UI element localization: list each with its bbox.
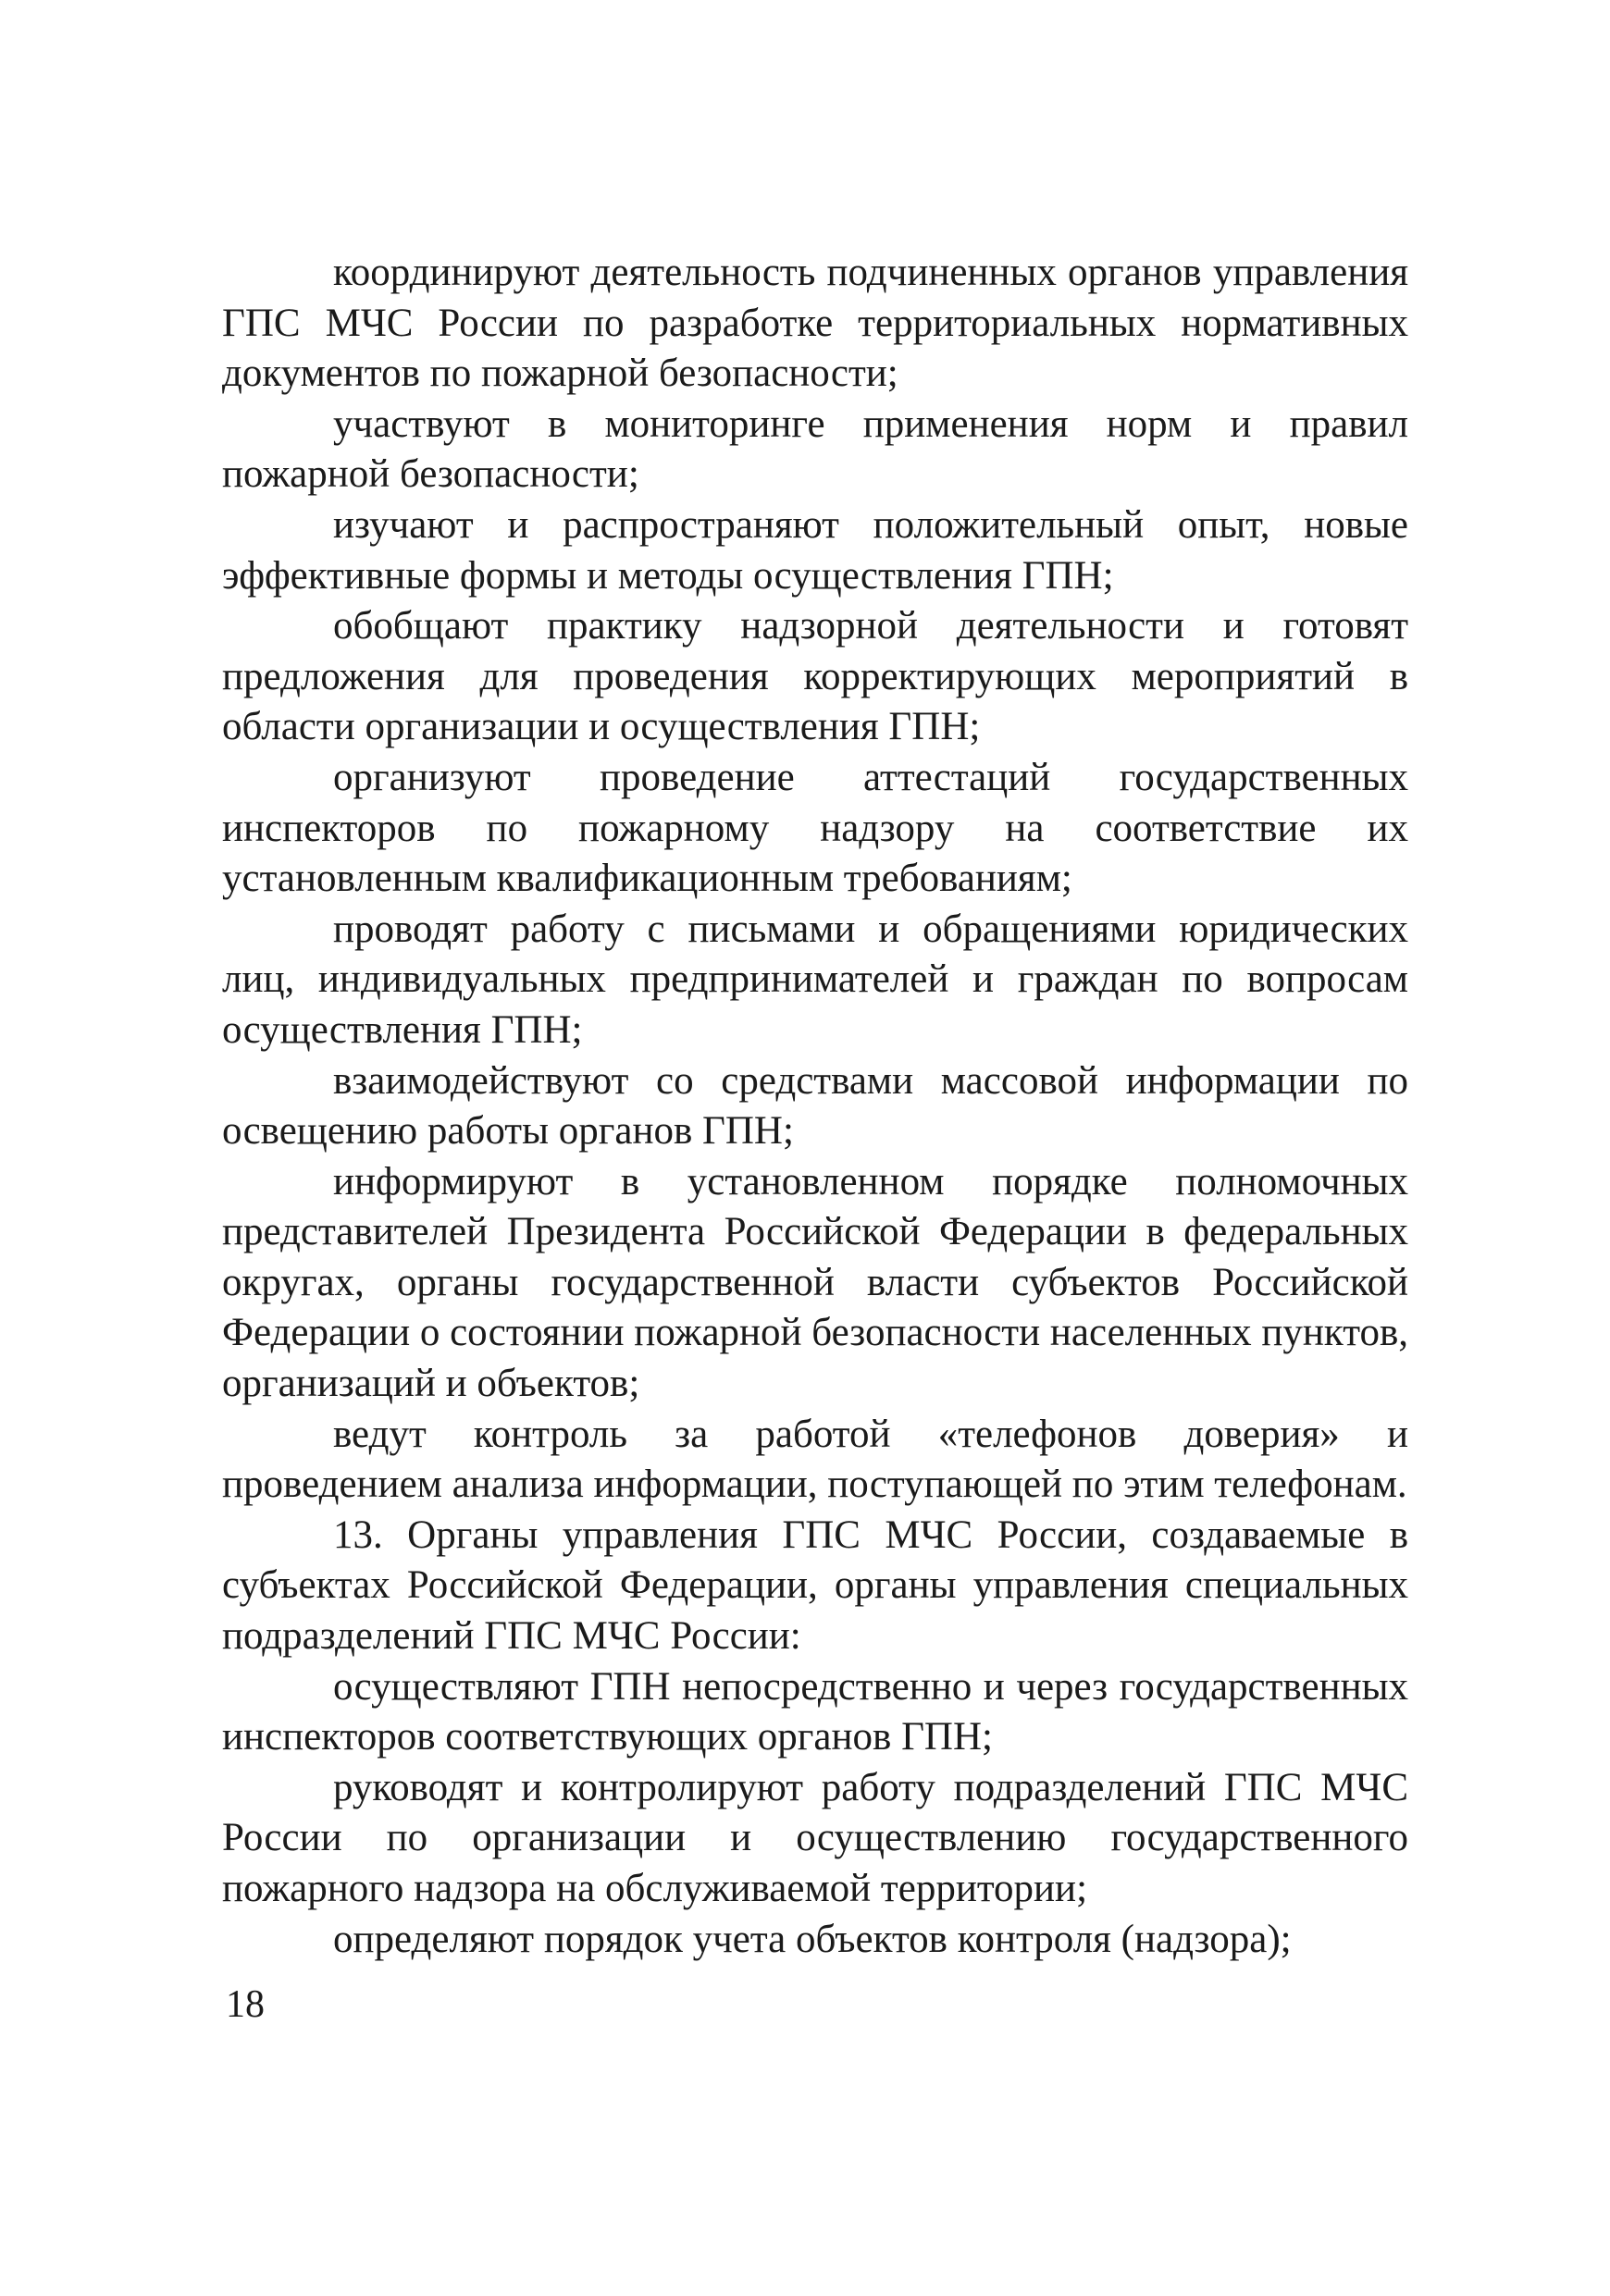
paragraph-perform-gpn: осуществляют ГПН непосредственно и через государственных инспекторов соответствующих органов ГПН; (222, 1664, 1408, 1759)
paragraph-accounting-order: определяют порядок учета объектов контроля (надзора); (333, 1917, 1292, 1961)
paragraph-study-experience: изучают и распространяют положительный опыт, новые эффективные формы и методы осуществления ГПН; (222, 502, 1408, 598)
paragraph-inform: информируют в установленном порядке полномочных представителей Президента Российской Федерации в федеральных округах, органы государственной власти субъектов Российской Федерации о состоянии пожарной безопасности населенных пунктов, организаций и объектов; (222, 1159, 1408, 1406)
page-number: 18 (226, 1983, 265, 2026)
paragraph-generalize-practice: обобщают практику надзорной деятельности и готовят предложения для проведения корректирующих мероприятий в области организации и осуществления ГПН; (222, 604, 1408, 749)
paragraph-section-13: 13. Органы управления ГПС МЧС России, создаваемые в субъектах Российской Федерации, органы управления специальных подразделений ГПС МЧС России: (222, 1512, 1408, 1659)
paragraph-monitoring: участвуют в мониторинге применения норм и правил пожарной безопасности; (222, 401, 1408, 497)
paragraph-hotline: ведут контроль за работой «телефонов доверия» и проведением анализа информации, поступающей по этим телефонам. (222, 1412, 1408, 1507)
paragraph-manage-control: руководят и контролируют работу подразделений ГПС МЧС России по организации и осуществлению государственного пожарного надзора на обслуживаемой территории; (222, 1765, 1408, 1910)
paragraph-media: взаимодействуют со средствами массовой информации по освещению работы органов ГПН; (222, 1058, 1408, 1154)
paragraph-letters: проводят работу с письмами и обращениями юридических лиц, индивидуальных предпринимателей и граждан по вопросам осуществления ГПН; (222, 907, 1408, 1052)
paragraph-attestation: организуют проведение аттестаций государственных инспекторов по пожарному надзору на соответствие их установленным квалификационным требованиям; (222, 755, 1408, 901)
paragraph-coordinate: координируют деятельность подчиненных органов управления ГПС МЧС России по разработке территориальных нормативных документов по пожарной безопасности; (222, 251, 1408, 396)
body-text (222, 248, 1408, 1965)
